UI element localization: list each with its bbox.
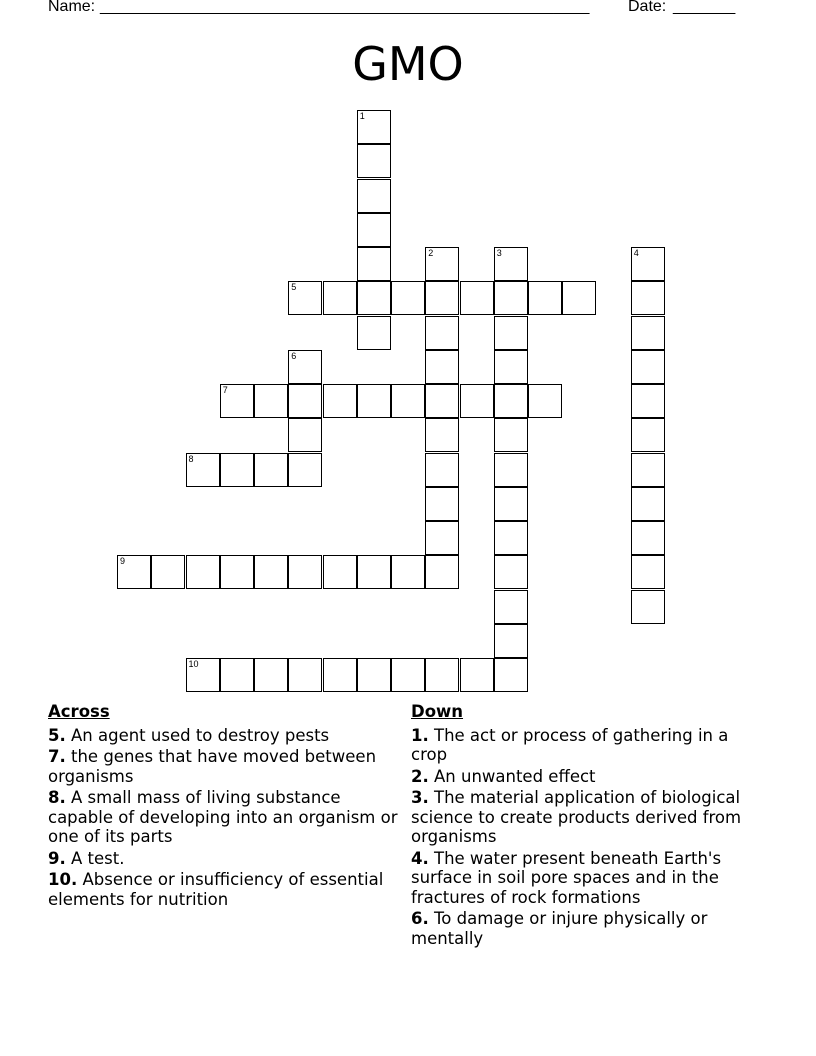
- crossword-cell[interactable]: [494, 384, 528, 418]
- cell-number: 3: [496, 248, 502, 258]
- crossword-cell[interactable]: [357, 179, 391, 213]
- clue-item: [411, 788, 756, 847]
- crossword-cell[interactable]: [220, 555, 254, 589]
- clue-item: [48, 870, 408, 909]
- crossword-cell[interactable]: [528, 281, 562, 315]
- down-heading: Down: [411, 702, 464, 721]
- crossword-cell[interactable]: [323, 281, 357, 315]
- across-clues: [48, 702, 408, 911]
- crossword-cell[interactable]: [425, 350, 459, 384]
- crossword-cell[interactable]: [425, 487, 459, 521]
- crossword-cell[interactable]: [220, 453, 254, 487]
- crossword-cell[interactable]: [288, 418, 322, 452]
- crossword-cell[interactable]: [117, 555, 151, 589]
- crossword-cell[interactable]: [494, 487, 528, 521]
- name-label: Name:: [48, 0, 96, 15]
- crossword-cell[interactable]: [391, 281, 425, 315]
- crossword-cell[interactable]: [494, 453, 528, 487]
- down-clues: [411, 702, 756, 950]
- crossword-cell[interactable]: [494, 281, 528, 315]
- crossword-cell[interactable]: [357, 213, 391, 247]
- cell-number: 4: [633, 248, 639, 258]
- clue-text: To damage or injure physically or mentally: [411, 909, 708, 948]
- crossword-cell[interactable]: [425, 384, 459, 418]
- crossword-cell[interactable]: [494, 590, 528, 624]
- clue-number: 5.: [48, 725, 66, 745]
- clue-number: 9.: [48, 848, 66, 868]
- date-label: Date:: [628, 0, 667, 15]
- clue-text: The material application of biological science to create products derived from organisms: [411, 788, 742, 846]
- crossword-cell[interactable]: [220, 384, 254, 418]
- clue-number: 3.: [411, 788, 429, 807]
- crossword-cell[interactable]: [288, 350, 322, 384]
- crossword-cell[interactable]: [357, 316, 391, 350]
- crossword-cell[interactable]: [494, 247, 528, 281]
- crossword-cell[interactable]: [288, 555, 322, 589]
- cell-number: 6: [291, 350, 297, 361]
- page-title: GMO: [352, 37, 464, 91]
- crossword-cell[interactable]: [288, 658, 322, 692]
- cell-number: 9: [120, 556, 126, 567]
- clue-text: The water present beneath Earth's surface in soil pore spaces and in the fractures of rock formations: [411, 848, 722, 907]
- crossword-cell[interactable]: [151, 555, 185, 589]
- crossword-cell[interactable]: [425, 521, 459, 555]
- crossword-cell[interactable]: [425, 418, 459, 452]
- crossword-cell[interactable]: [494, 316, 528, 350]
- cell-number: 7: [222, 385, 228, 395]
- crossword-cell[interactable]: [494, 658, 528, 692]
- clue-number: 7.: [48, 747, 66, 766]
- clue-number: 8.: [48, 788, 66, 807]
- crossword-cell[interactable]: [425, 555, 459, 589]
- date-blank-line[interactable]: _______: [673, 0, 736, 15]
- crossword-cell[interactable]: [357, 247, 391, 281]
- crossword-cell[interactable]: [323, 555, 357, 589]
- clue-item: [411, 726, 756, 765]
- crossword-cell[interactable]: [631, 590, 665, 624]
- crossword-cell[interactable]: [631, 487, 665, 521]
- crossword-cell[interactable]: [357, 144, 391, 178]
- crossword-cell[interactable]: [391, 658, 425, 692]
- clue-text: An unwanted effect: [428, 766, 596, 786]
- crossword-cell[interactable]: [460, 658, 494, 692]
- clue-item: [48, 788, 408, 847]
- name-blank-line[interactable]: _______________________________________________________: [100, 0, 590, 15]
- crossword-cell[interactable]: [631, 418, 665, 452]
- crossword-cell[interactable]: [220, 658, 254, 692]
- crossword-cell[interactable]: [254, 555, 288, 589]
- crossword-cell[interactable]: [425, 316, 459, 350]
- clue-number: 2.: [411, 766, 429, 786]
- clue-text: the genes that have moved between organisms: [48, 747, 377, 786]
- crossword-cell[interactable]: [288, 453, 322, 487]
- clue-text: A test.: [65, 848, 125, 868]
- crossword-cell[interactable]: [631, 281, 665, 315]
- crossword-cell[interactable]: [357, 555, 391, 589]
- crossword-cell[interactable]: [494, 555, 528, 589]
- crossword-cell[interactable]: [631, 384, 665, 418]
- crossword-cell[interactable]: [186, 453, 220, 487]
- crossword-cell[interactable]: [494, 418, 528, 452]
- clue-item: [48, 849, 408, 869]
- crossword-cell[interactable]: [631, 350, 665, 384]
- crossword-cell[interactable]: [528, 384, 562, 418]
- clue-text: The act or process of gathering in a crop: [411, 725, 729, 764]
- crossword-cell[interactable]: [460, 281, 494, 315]
- crossword-cell[interactable]: [631, 521, 665, 555]
- crossword-cell[interactable]: [323, 384, 357, 418]
- crossword-cell[interactable]: [254, 384, 288, 418]
- crossword-cell[interactable]: [425, 658, 459, 692]
- crossword-cell[interactable]: [357, 658, 391, 692]
- crossword-cell[interactable]: [631, 453, 665, 487]
- clue-text: A small mass of living substance capable of developing into an organism or one of its parts: [48, 788, 398, 846]
- clue-number: 10.: [48, 870, 78, 889]
- clue-item: [48, 747, 408, 786]
- clue-item: [411, 849, 756, 908]
- crossword-cell[interactable]: [460, 384, 494, 418]
- cell-number: 10: [188, 659, 199, 669]
- cell-number: 8: [188, 453, 194, 464]
- crossword-cell[interactable]: [631, 555, 665, 589]
- crossword-cell[interactable]: [254, 453, 288, 487]
- cell-number: 1: [359, 111, 365, 121]
- clue-text: An agent used to destroy pests: [65, 725, 330, 745]
- crossword-cell[interactable]: [288, 384, 322, 418]
- clue-number: 6.: [411, 909, 429, 928]
- clue-text: Absence or insufficiency of essential elements for nutrition: [48, 870, 384, 909]
- crossword-cell[interactable]: [186, 658, 220, 692]
- clue-number: 1.: [411, 725, 429, 745]
- crossword-cell[interactable]: [494, 624, 528, 658]
- across-heading: Across: [48, 702, 110, 721]
- crossword-cell[interactable]: [254, 658, 288, 692]
- crossword-cell[interactable]: [631, 247, 665, 281]
- crossword-cell[interactable]: [186, 555, 220, 589]
- crossword-cell[interactable]: [494, 350, 528, 384]
- clue-number: 4.: [411, 848, 429, 868]
- clue-item: [411, 767, 756, 787]
- crossword-cell[interactable]: [562, 281, 596, 315]
- crossword-cell[interactable]: [357, 384, 391, 418]
- cell-number: 5: [291, 282, 297, 293]
- clue-item: [48, 726, 408, 746]
- crossword-cell[interactable]: [288, 281, 322, 315]
- crossword-cell[interactable]: [425, 281, 459, 315]
- cell-number: 2: [428, 248, 434, 258]
- crossword-cell[interactable]: [425, 453, 459, 487]
- crossword-cell[interactable]: [391, 384, 425, 418]
- crossword-cell[interactable]: [494, 521, 528, 555]
- crossword-cell[interactable]: [391, 555, 425, 589]
- crossword-cell[interactable]: [323, 658, 357, 692]
- crossword-cell[interactable]: [631, 316, 665, 350]
- crossword-cell[interactable]: [357, 281, 391, 315]
- crossword-cell[interactable]: [425, 247, 459, 281]
- clue-item: [411, 909, 756, 948]
- crossword-cell[interactable]: [357, 110, 391, 144]
